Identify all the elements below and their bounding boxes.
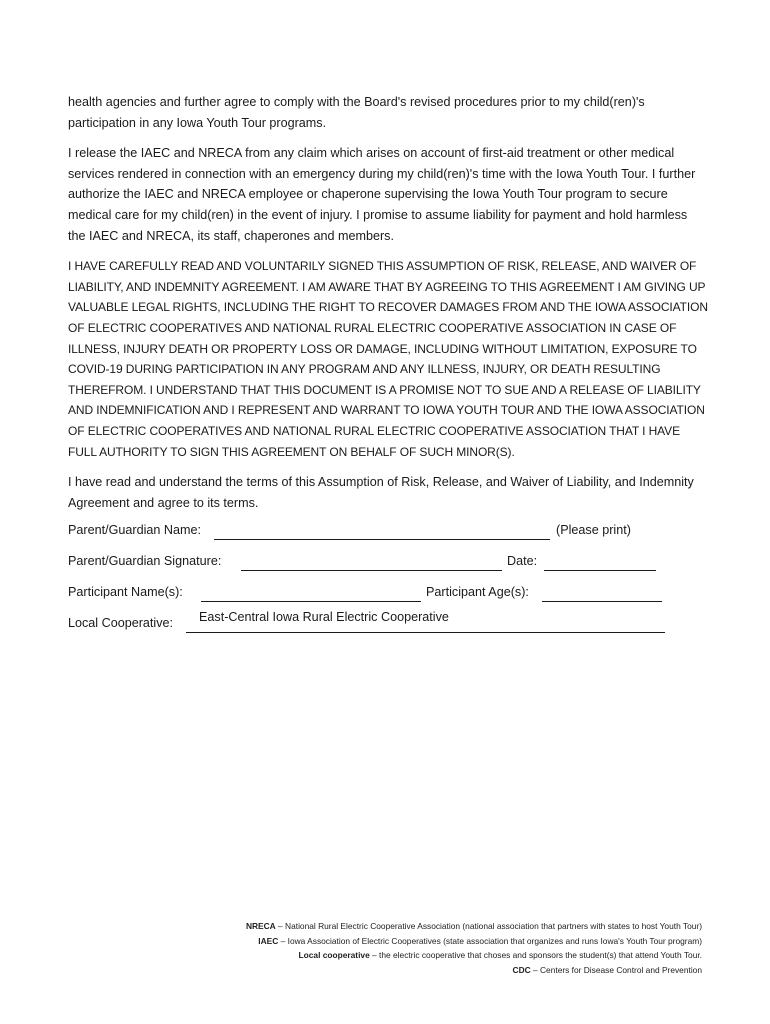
participant-age-label: Participant Age(s): (426, 585, 529, 600)
paragraph-medical-release: I release the IAEC and NRECA from any claim which arises on account of first-aid treatment or other medical services rendered in connection with an emergency during my child(ren)'s time with the Iowa Youth Tour. I further authorize the IAEC and NRECA employee or chaperone supervising the Iowa Youth Tour program to secure medical care for my child(ren) in the event of injury. I promise to assume liability for payment and hold harmless the IAEC and NRECA, its staff, chaperones and members. (68, 146, 696, 243)
footnote-term: CDC (512, 964, 531, 975)
paragraph-waiver-caps: I HAVE CAREFULLY READ AND VOLUNTARILY SIGNED THIS ASSUMPTION OF RISK, RELEASE, AND WAIVER OF LIABILITY, AND INDEMNITY AGREEMENT. I AM AWARE THAT BY AGREEING TO THIS AGREEMENT I AM GIVING UP VALUABLE LEGAL RIGHTS, INCLUDING THE RIGHT TO RECOVER DAMAGES FROM AND THE IOWA ASSOCIATION OF ELECTRIC COOPERATIVES AND NATIONAL RURAL ELECTRIC COOPERATIVE ASSOCIATION IN CASE OF ILLNESS, INJURY DEATH OR PROPERTY LOSS OR DAMAGE, INCLUDING WITHOUT LIMITATION, EXPOSURE TO COVID-19 DURING PARTICIPATION IN ANY PROGRAM AND ANY ILLNESS, INJURY, OR DEATH RESULTING THEREFROM. I UNDERSTAND THAT THIS DOCUMENT IS A PROMISE NOT TO SUE AND A RELEASE OF LIABILITY AND INDEMNIFICATION AND I REPRESENT AND WARRANT TO IOWA YOUTH TOUR AND THE IOWA ASSOCIATION OF ELECTRIC COOPERATIVES AND NATIONAL RURAL ELECTRIC COOPERATIVE ASSOCIATION THAT I HAVE FULL AUTHORITY TO SIGN THIS AGREEMENT ON BEHALF OF SUCH MINOR(S). (68, 259, 708, 459)
signature-label: Parent/Guardian Signature: (68, 554, 222, 569)
footnote-desc: – National Rural Electric Cooperative Association (national association that partners with states to host Youth Tour) (275, 921, 702, 931)
document-body (68, 92, 708, 647)
footnote-desc: – Iowa Association of Electric Cooperatives (state association that organizes and runs Iowa's Youth Tour program) (278, 935, 702, 946)
signature-field[interactable] (241, 554, 502, 571)
footnote-nreca (246, 919, 702, 934)
cooperative-value: East-Central Iowa Rural Electric Cooperative (199, 610, 449, 625)
footnote-desc: – the electric cooperative that choses and sponsors the student(s) that attend Youth Tour. (369, 950, 702, 960)
date-field[interactable] (544, 554, 656, 571)
footnote-term: NRECA (245, 921, 276, 931)
participant-age-field[interactable] (542, 585, 662, 602)
please-print-note: (Please print) (556, 523, 631, 538)
paragraph-agreement: I have read and understand the terms of this Assumption of Risk, Release, and Waiver of Liability, and Indemnity Agreement and agree to its terms. (68, 475, 694, 510)
parent-name-label: Parent/Guardian Name: (68, 523, 202, 538)
date-label: Date: (507, 554, 538, 569)
footnote-desc: – Centers for Disease Control and Prevention (530, 964, 702, 975)
cooperative-label: Local Cooperative: (68, 616, 174, 631)
parent-name-row (68, 523, 708, 554)
cooperative-row (68, 610, 708, 647)
footnote-local-coop (246, 948, 702, 963)
participant-name-field[interactable] (201, 585, 421, 602)
acronym-footnotes (246, 919, 702, 977)
paragraph-procedures: health agencies and further agree to comply with the Board's revised procedures prior to my child(ren)'s participation in any Iowa Youth Tour programs. (68, 95, 645, 130)
signature-row (68, 554, 708, 585)
footnote-term: IAEC (258, 935, 279, 946)
participant-name-label: Participant Name(s): (68, 585, 183, 600)
footnote-iaec (246, 934, 702, 949)
footnote-term: Local cooperative (298, 950, 370, 960)
parent-name-field[interactable] (214, 523, 550, 540)
signature-fields (68, 523, 708, 647)
cooperative-field[interactable] (186, 610, 665, 633)
footnote-cdc (246, 963, 702, 978)
